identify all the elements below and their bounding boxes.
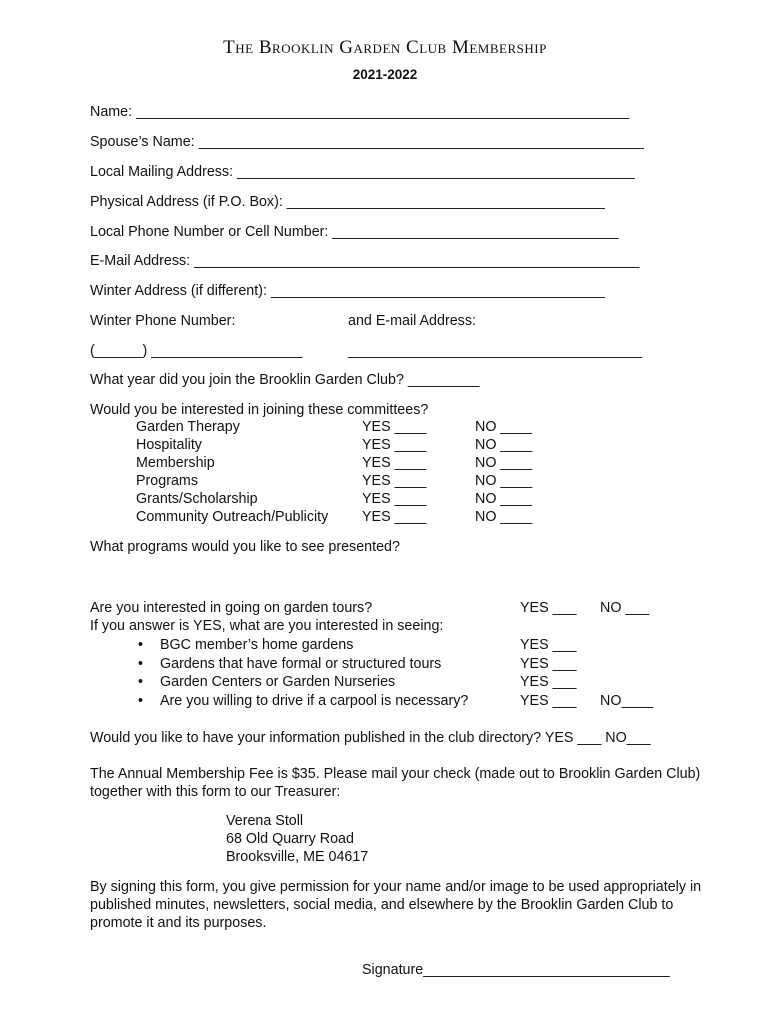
- signature-field[interactable]: Signature_______________________________: [362, 962, 670, 978]
- tour-option-yes[interactable]: YES ___: [520, 656, 577, 672]
- committee-no[interactable]: NO ____: [475, 419, 533, 435]
- list-item: • Garden Centers or Garden Nurseries: [138, 674, 396, 690]
- mailing-address-field[interactable]: Local Mailing Address: __________________________________________________: [90, 164, 635, 180]
- committee-yes[interactable]: YES ____: [362, 473, 427, 489]
- tours-followup: If you answer is YES, what are you interested in seeing:: [90, 618, 444, 634]
- winter-phone-label: Winter Phone Number:: [90, 313, 236, 329]
- winter-address-field[interactable]: Winter Address (if different): __________________________________________: [90, 283, 605, 299]
- committee-no[interactable]: NO ____: [475, 509, 533, 525]
- committee-no[interactable]: NO ____: [475, 437, 533, 453]
- form-year: 2021-2022: [352, 67, 418, 82]
- name-field[interactable]: Name: ______________________________________________________________: [90, 104, 630, 120]
- committee-name: Garden Therapy: [136, 419, 240, 435]
- form-title: The Brooklin Garden Club Membership: [223, 37, 547, 58]
- treasurer-name: Verena Stoll: [226, 813, 304, 829]
- committee-name: Community Outreach/Publicity: [136, 509, 329, 525]
- committee-name: Hospitality: [136, 437, 202, 453]
- tour-option-no[interactable]: NO____: [600, 693, 654, 709]
- committee-name: Programs: [136, 473, 198, 489]
- treasurer-street: 68 Old Quarry Road: [226, 831, 354, 847]
- list-item: • Gardens that have formal or structured tours: [138, 656, 442, 672]
- committee-yes[interactable]: YES ____: [362, 419, 427, 435]
- list-item: • Are you willing to drive if a carpool is necessary?: [138, 693, 469, 709]
- committee-no[interactable]: NO ____: [475, 455, 533, 471]
- fee-paragraph: The Annual Membership Fee is $35. Please mail your check (made out to Brooklin Garden Club) together with this form to our Treasurer:: [90, 766, 701, 800]
- winter-phone-field[interactable]: (______) ___________________: [90, 343, 303, 359]
- winter-email-field[interactable]: _____________________________________: [348, 343, 643, 359]
- directory-question[interactable]: Would you like to have your information published in the club directory? YES ___ NO___: [90, 730, 651, 746]
- committee-yes[interactable]: YES ____: [362, 455, 427, 471]
- committee-yes[interactable]: YES ____: [362, 509, 427, 525]
- treasurer-city: Brooksville, ME 04617: [226, 849, 369, 865]
- consent-paragraph: By signing this form, you give permission for your name and/or image to be used appropriately in published minutes, newsletters, social media, and elsewhere by the Brooklin Garden Club to promote it and its purposes.: [90, 879, 702, 931]
- email-field[interactable]: E-Mail Address: ________________________________________________________: [90, 253, 640, 269]
- committee-name: Grants/Scholarship: [136, 491, 258, 507]
- physical-address-field[interactable]: Physical Address (if P.O. Box): ________________________________________: [90, 194, 605, 210]
- tour-option-yes[interactable]: YES ___: [520, 693, 577, 709]
- committee-no[interactable]: NO ____: [475, 473, 533, 489]
- tours-yes[interactable]: YES ___: [520, 600, 577, 616]
- committee-yes[interactable]: YES ____: [362, 437, 427, 453]
- tour-option-yes[interactable]: YES ___: [520, 674, 577, 690]
- tours-no[interactable]: NO ___: [600, 600, 650, 616]
- list-item: • BGC member’s home gardens: [138, 637, 354, 653]
- bullet-icon: •: [138, 674, 144, 690]
- committee-no[interactable]: NO ____: [475, 491, 533, 507]
- spouse-name-field[interactable]: Spouse’s Name: ________________________________________________________: [90, 134, 644, 150]
- join-year-field[interactable]: What year did you join the Brooklin Garden Club? _________: [90, 372, 480, 388]
- winter-email-label: and E-mail Address:: [348, 313, 476, 329]
- phone-field[interactable]: Local Phone Number or Cell Number: ____________________________________: [90, 224, 619, 240]
- committees-question: Would you be interested in joining these committees?: [90, 402, 429, 418]
- programs-question: What programs would you like to see presented?: [90, 539, 400, 555]
- bullet-icon: •: [138, 656, 144, 672]
- bullet-icon: •: [138, 693, 144, 709]
- tour-option-yes[interactable]: YES ___: [520, 637, 577, 653]
- committee-name: Membership: [136, 455, 215, 471]
- tours-question: Are you interested in going on garden tours?: [90, 600, 373, 616]
- committee-yes[interactable]: YES ____: [362, 491, 427, 507]
- bullet-icon: •: [138, 637, 144, 653]
